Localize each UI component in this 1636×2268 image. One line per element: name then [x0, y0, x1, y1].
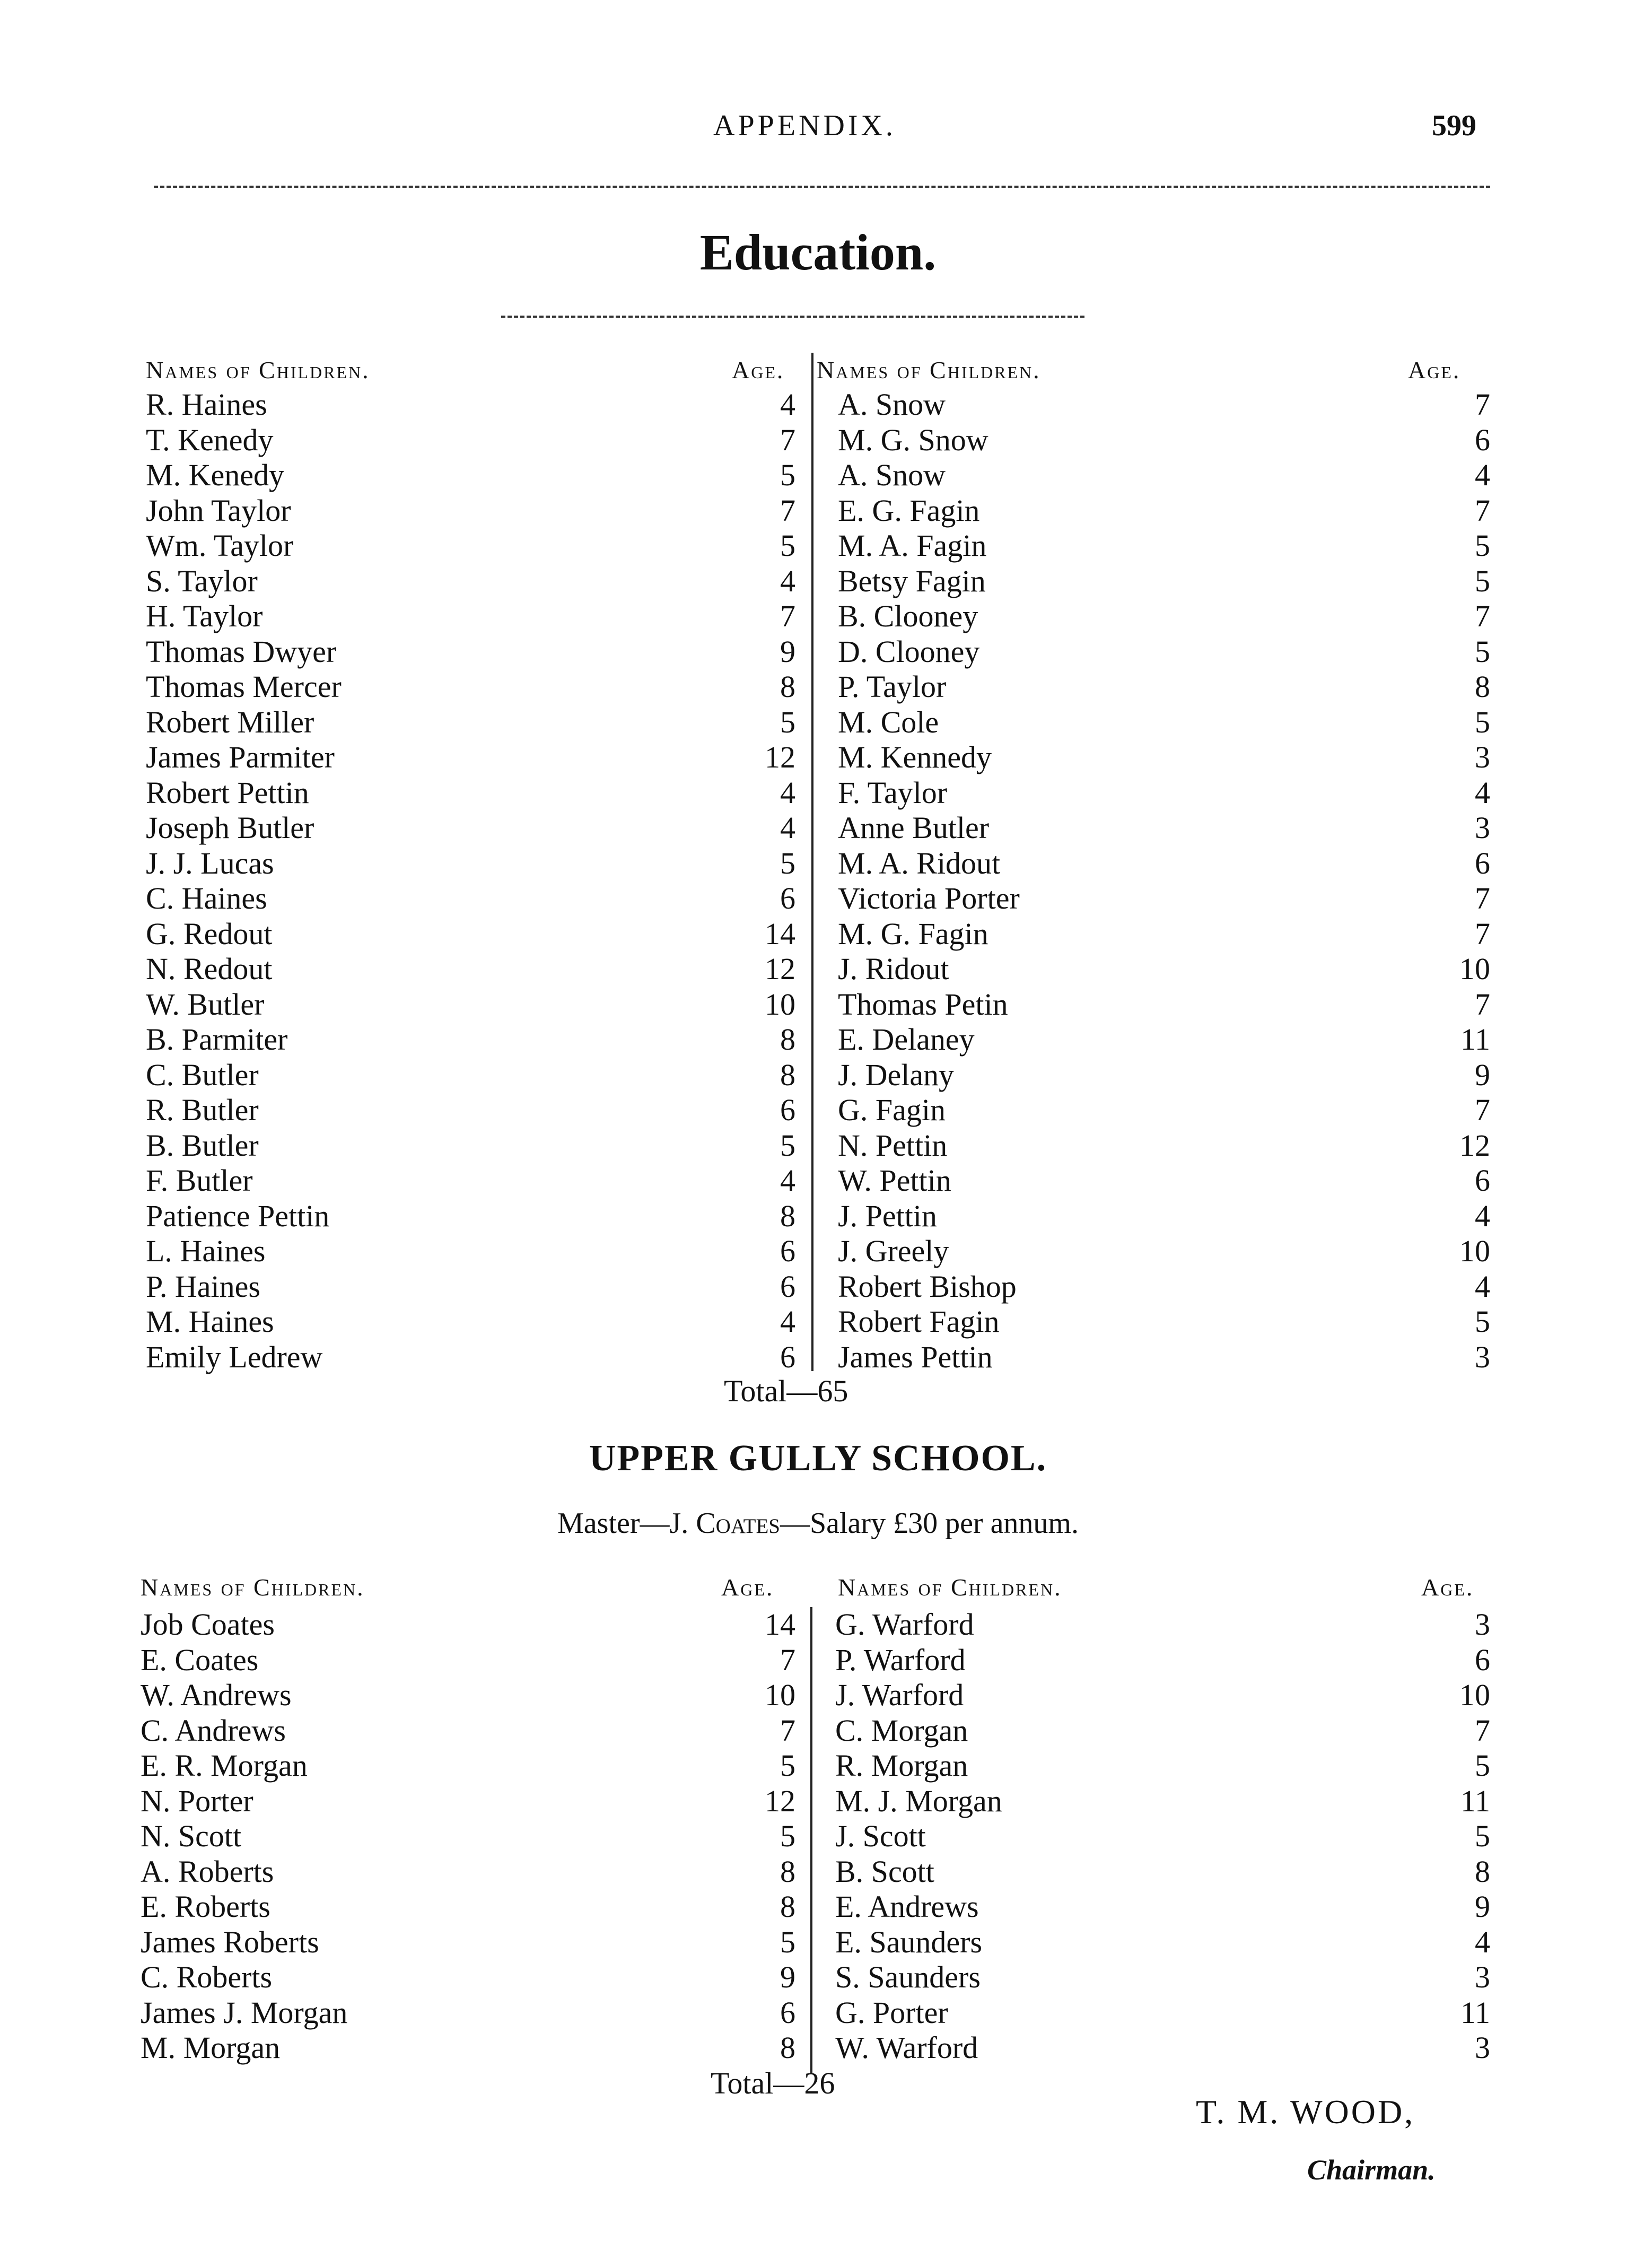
child-name: Thomas Dwyer [146, 634, 337, 669]
child-name: A. Snow [838, 387, 946, 422]
child-age: 5 [780, 704, 795, 739]
child-name: Victoria Porter [838, 881, 1020, 915]
child-age: 6 [780, 881, 795, 915]
child-age: 7 [780, 599, 795, 633]
column-header-names: Names of Children. [817, 356, 1041, 383]
child-name: G. Redout [146, 916, 273, 951]
child-name: S. Taylor [146, 563, 258, 598]
child-age: 3 [1475, 2030, 1490, 2065]
child-name: D. Clooney [838, 634, 980, 669]
child-age: 4 [1475, 1269, 1490, 1304]
child-name: James J. Morgan [141, 1995, 348, 2030]
child-name: Wm. Taylor [146, 528, 294, 563]
master-suffix: —Salary £30 per annum. [780, 1507, 1079, 1540]
child-name: Robert Pettin [146, 775, 309, 810]
child-age: 10 [765, 987, 795, 1022]
child-age: 8 [780, 1854, 795, 1889]
child-age: 6 [780, 1269, 795, 1304]
child-age: 14 [765, 1607, 795, 1642]
child-age: 7 [1475, 916, 1490, 951]
child-age: 12 [1459, 1128, 1490, 1163]
child-name: N. Scott [141, 1819, 242, 1853]
child-age: 9 [1475, 1889, 1490, 1924]
child-age: 7 [780, 1642, 795, 1677]
child-name: E. R. Morgan [141, 1748, 308, 1783]
child-name: John Taylor [146, 493, 291, 528]
child-age: 4 [1475, 1198, 1490, 1233]
child-name: Emily Ledrew [146, 1339, 323, 1374]
child-age: 7 [1475, 493, 1490, 528]
child-age: 5 [780, 1748, 795, 1783]
child-name: G. Warford [835, 1607, 974, 1642]
child-name: P. Taylor [838, 669, 947, 704]
child-name: E. Roberts [141, 1889, 270, 1924]
child-name: M. Haines [146, 1304, 274, 1339]
child-name: M. Morgan [141, 2030, 281, 2065]
child-name: W. Andrews [141, 1678, 292, 1712]
child-name: S. Saunders [835, 1960, 981, 1994]
child-age: 4 [1475, 1924, 1490, 1959]
child-name: J. Delany [838, 1057, 955, 1092]
school-title: UPPER GULLY SCHOOL. [589, 1438, 1047, 1479]
child-age: 3 [1475, 810, 1490, 845]
child-age: 6 [780, 1339, 795, 1374]
child-age: 5 [1475, 704, 1490, 739]
child-age: 3 [1475, 1960, 1490, 1994]
child-age: 8 [1475, 669, 1490, 704]
column-header-age: Age. [732, 356, 785, 383]
child-age: 5 [780, 1924, 795, 1959]
child-name: J. Ridout [838, 952, 949, 986]
child-age: 7 [1475, 1713, 1490, 1748]
child-age: 6 [780, 1093, 795, 1127]
child-age: 7 [1475, 987, 1490, 1022]
child-name: T. Kenedy [146, 422, 274, 457]
child-name: N. Redout [146, 952, 273, 986]
column-header-names: Names of Children. [838, 1574, 1062, 1601]
child-name: Robert Fagin [838, 1304, 1000, 1339]
header-rule [154, 186, 1490, 188]
child-age: 5 [780, 845, 795, 880]
child-age: 7 [1475, 387, 1490, 422]
child-name: James Parmiter [146, 740, 335, 774]
child-name: N. Pettin [838, 1128, 948, 1163]
child-age: 8 [780, 2030, 795, 2065]
child-age: 8 [780, 669, 795, 704]
child-name: Thomas Mercer [146, 669, 342, 704]
child-name: M. G. Fagin [838, 916, 988, 951]
child-age: 3 [1475, 740, 1490, 774]
child-age: 7 [1475, 881, 1490, 915]
child-name: Job Coates [141, 1607, 275, 1642]
title-rule [501, 316, 1084, 318]
column-header-age: Age. [1421, 1574, 1474, 1601]
child-age: 4 [1475, 775, 1490, 810]
child-age: 5 [780, 1819, 795, 1853]
child-age: 11 [1460, 1783, 1490, 1818]
column-divider [811, 353, 813, 1371]
child-name: M. Kenedy [146, 458, 284, 492]
child-name: B. Scott [835, 1854, 934, 1889]
child-name: Anne Butler [838, 810, 990, 845]
child-age: 8 [780, 1889, 795, 1924]
table-total: Total—26 [711, 2066, 835, 2100]
child-age: 4 [1475, 458, 1490, 492]
child-age: 10 [765, 1678, 795, 1712]
column-header-names: Names of Children. [141, 1574, 365, 1601]
master-prefix: Master—J. [557, 1507, 696, 1540]
child-age: 11 [1460, 1995, 1490, 2030]
child-name: E. Saunders [835, 1924, 983, 1959]
child-name: James Roberts [141, 1924, 319, 1959]
child-name: W. Butler [146, 987, 265, 1022]
child-age: 5 [1475, 1819, 1490, 1853]
child-age: 7 [1475, 1093, 1490, 1127]
child-name: C. Haines [146, 881, 267, 915]
child-name: C. Butler [146, 1057, 259, 1092]
child-name: M. A. Ridout [838, 845, 1001, 880]
child-name: C. Andrews [141, 1713, 286, 1748]
child-age: 10 [1459, 1234, 1490, 1268]
child-age: 9 [780, 634, 795, 669]
child-age: 4 [780, 810, 795, 845]
child-name: E. Delaney [838, 1022, 975, 1057]
child-age: 10 [1459, 952, 1490, 986]
child-age: 4 [780, 387, 795, 422]
child-name: Robert Miller [146, 704, 314, 739]
child-name: W. Warford [835, 2030, 978, 2065]
column-header-age: Age. [1408, 356, 1461, 383]
child-name: J. J. Lucas [146, 845, 274, 880]
child-age: 12 [765, 1783, 795, 1818]
signer-name: T. M. WOOD, [1196, 2093, 1415, 2131]
page-number: 599 [1432, 109, 1476, 142]
child-name: W. Pettin [838, 1163, 951, 1198]
child-age: 6 [1475, 845, 1490, 880]
child-name: R. Butler [146, 1093, 259, 1127]
child-age: 5 [1475, 634, 1490, 669]
child-age: 6 [1475, 1163, 1490, 1198]
child-age: 12 [765, 740, 795, 774]
child-age: 4 [780, 1163, 795, 1198]
column-header-names: Names of Children. [146, 356, 370, 383]
child-age: 6 [1475, 422, 1490, 457]
child-name: A. Snow [838, 458, 946, 492]
child-name: R. Morgan [835, 1748, 968, 1783]
child-age: 8 [780, 1022, 795, 1057]
child-age: 12 [765, 952, 795, 986]
child-age: 7 [1475, 599, 1490, 633]
child-age: 3 [1475, 1339, 1490, 1374]
child-age: 11 [1460, 1022, 1490, 1057]
column-divider [810, 1607, 812, 2074]
child-age: 9 [1475, 1057, 1490, 1092]
child-age: 6 [1475, 1642, 1490, 1677]
child-age: 4 [780, 775, 795, 810]
child-name: B. Parmiter [146, 1022, 288, 1057]
child-name: H. Taylor [146, 599, 263, 633]
child-age: 5 [780, 1128, 795, 1163]
child-name: F. Taylor [838, 775, 948, 810]
child-name: Robert Bishop [838, 1269, 1017, 1304]
child-name: B. Butler [146, 1128, 259, 1163]
child-age: 7 [780, 422, 795, 457]
page-title: Education. [699, 224, 937, 281]
child-name: J. Warford [835, 1678, 964, 1712]
child-age: 9 [780, 1960, 795, 1994]
child-name: Joseph Butler [146, 810, 314, 845]
child-name: Patience Pettin [146, 1198, 330, 1233]
child-name: E. Andrews [835, 1889, 979, 1924]
column-header-age: Age. [721, 1574, 774, 1601]
child-name: M. G. Snow [838, 422, 988, 457]
child-age: 5 [1475, 528, 1490, 563]
child-age: 8 [780, 1057, 795, 1092]
child-name: N. Porter [141, 1783, 253, 1818]
signer-role: Chairman. [1307, 2154, 1436, 2186]
child-age: 6 [780, 1995, 795, 2030]
child-name: M. A. Fagin [838, 528, 987, 563]
master-line [0, 1506, 1636, 1540]
child-name: L. Haines [146, 1234, 266, 1268]
running-head: APPENDIX. [713, 109, 896, 142]
child-name: F. Butler [146, 1163, 253, 1198]
child-name: A. Roberts [141, 1854, 274, 1889]
child-age: 6 [780, 1234, 795, 1268]
child-age: 5 [780, 528, 795, 563]
child-age: 7 [780, 1713, 795, 1748]
child-name: E. G. Fagin [838, 493, 980, 528]
child-name: B. Clooney [838, 599, 978, 633]
child-name: G. Fagin [838, 1093, 946, 1127]
child-name: M. Kennedy [838, 740, 992, 774]
child-age: 3 [1475, 1607, 1490, 1642]
child-name: M. Cole [838, 704, 939, 739]
child-name: J. Greely [838, 1234, 949, 1268]
child-name: G. Porter [835, 1995, 948, 2030]
child-name: Betsy Fagin [838, 563, 986, 598]
child-age: 5 [780, 458, 795, 492]
child-name: James Pettin [838, 1339, 993, 1374]
child-name: M. J. Morgan [835, 1783, 1002, 1818]
master-name: Coates [696, 1507, 780, 1540]
child-age: 7 [780, 493, 795, 528]
child-name: Thomas Petin [838, 987, 1008, 1022]
child-age: 4 [780, 1304, 795, 1339]
child-name: J. Scott [835, 1819, 926, 1853]
child-name: C. Roberts [141, 1960, 273, 1994]
child-age: 10 [1459, 1678, 1490, 1712]
child-name: P. Haines [146, 1269, 260, 1304]
child-age: 5 [1475, 563, 1490, 598]
child-name: E. Coates [141, 1642, 259, 1677]
child-age: 4 [780, 563, 795, 598]
child-age: 5 [1475, 1748, 1490, 1783]
child-name: J. Pettin [838, 1198, 937, 1233]
child-name: R. Haines [146, 387, 267, 422]
child-name: C. Morgan [835, 1713, 968, 1748]
child-age: 5 [1475, 1304, 1490, 1339]
child-age: 8 [780, 1198, 795, 1233]
child-name: P. Warford [835, 1642, 966, 1677]
child-age: 8 [1475, 1854, 1490, 1889]
child-age: 14 [765, 916, 795, 951]
table-total: Total—65 [724, 1374, 848, 1408]
